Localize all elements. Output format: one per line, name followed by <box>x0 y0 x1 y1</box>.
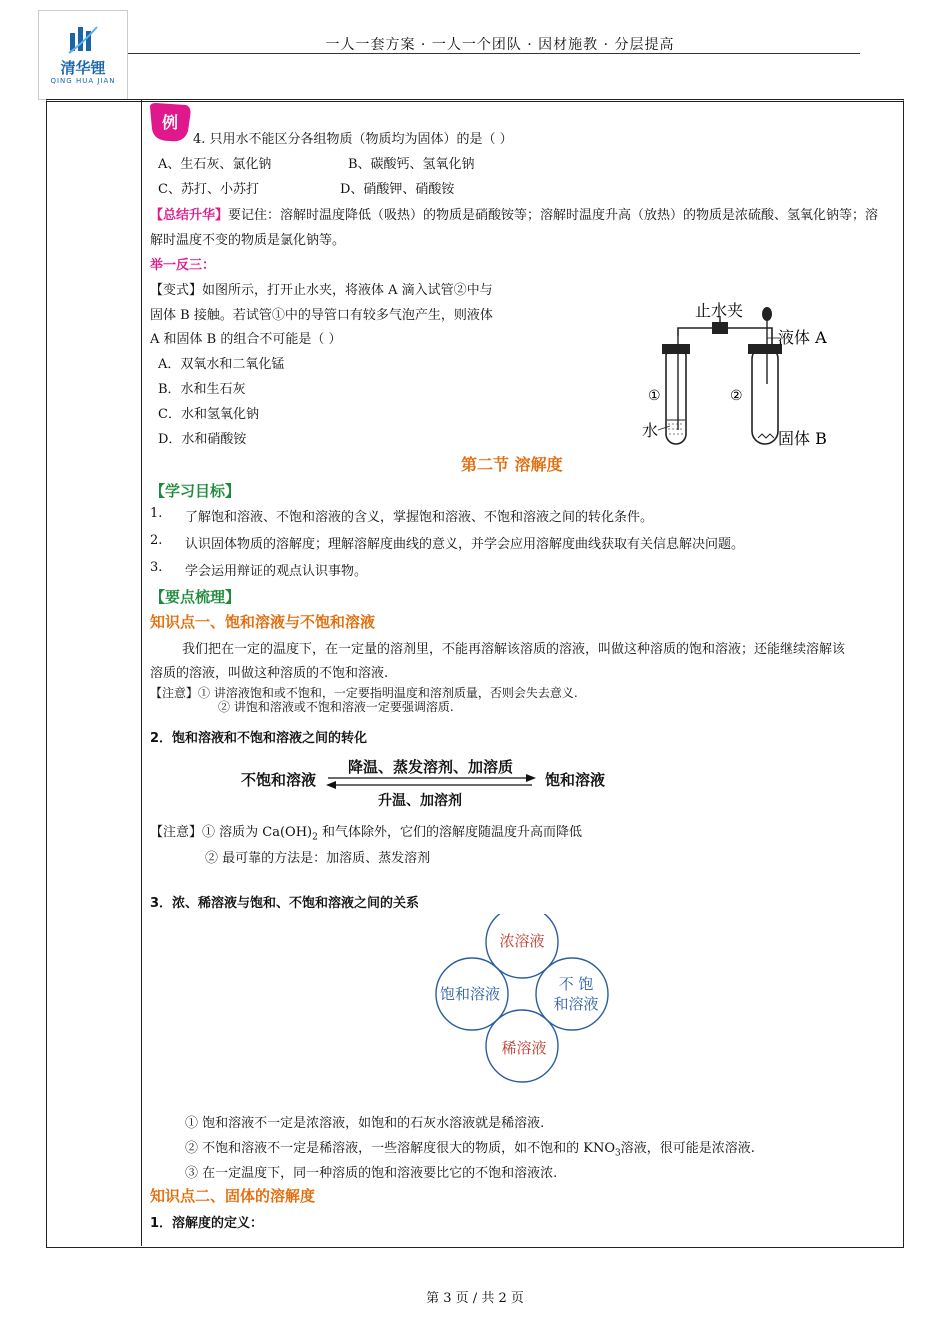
logo <box>38 10 128 100</box>
variant-line-1: 【变式】如图所示，打开止水夹，将液体 A 滴入试管②中与 <box>150 283 493 298</box>
kp1-definition-1: 我们把在一定的温度下，在一定量的溶剂里，不能再溶解该溶质的溶液，叫做这种溶质的饱和溶液；还能继续溶解该 <box>182 642 846 657</box>
relation-point-3: ③ 在一定温度下，同一种溶质的饱和溶液要比它的不饱和溶液浓. <box>185 1166 558 1181</box>
goal-1-text: 了解饱和溶液、不饱和溶液的含义，掌握饱和溶液、不饱和溶液之间的转化条件。 <box>185 510 654 525</box>
example-badge-label: 例 <box>161 113 179 132</box>
variant-option-b: B．水和生石灰 <box>158 382 246 397</box>
q4-option-a: A、生石灰、氯化钠 <box>158 157 272 172</box>
logo-subtext: QING HUA JIAN <box>50 77 116 85</box>
label-tube-1: ① <box>648 388 661 404</box>
conversion-unsaturated: 不饱和溶液 <box>241 771 317 789</box>
stopper-2 <box>748 344 782 354</box>
conversion-forward-condition: 降温、蒸发溶剂、加溶质 <box>348 758 514 776</box>
label-water: 水 <box>642 421 659 440</box>
q4-option-b: B、碳酸钙、氢氧化钠 <box>348 157 475 172</box>
relation-heading: 3．浓、稀溶液与饱和、不饱和溶液之间的关系 <box>150 896 420 911</box>
venn-label-unsaturated-1: 不 饱 <box>558 975 594 993</box>
q4-option-c: C、苏打、小苏打 <box>158 182 259 197</box>
header-motto: 一人一套方案 · 一人一个团队 · 因材施教 · 分层提高 <box>325 37 675 53</box>
stopper-1 <box>662 344 690 354</box>
kp1-heading: 知识点一、饱和溶液与不饱和溶液 <box>150 613 376 631</box>
venn-label-dilute: 稀溶液 <box>501 1039 547 1057</box>
relation-point-1: ① 饱和溶液不一定是浓溶液，如饱和的石灰水溶液就是稀溶液. <box>185 1116 545 1131</box>
goal-2-number: 2. <box>150 533 163 548</box>
variant-line-2: 固体 B 接触。若试管①中的导管口有较多气泡产生，则液体 <box>150 308 493 323</box>
conversion-backward-condition: 升温、加溶剂 <box>378 793 462 809</box>
venn-label-saturated: 饱和溶液 <box>439 985 501 1003</box>
goal-2-text: 认识固体物质的溶解度；理解溶解度曲线的意义，并学会应用溶解度曲线获取有关信息解决问题。 <box>185 537 745 552</box>
venn-label-concentrated: 浓溶液 <box>499 932 545 950</box>
summary-tag: 【总结升华】 <box>150 208 229 223</box>
example-badge-icon <box>146 101 194 145</box>
section-title: 第二节 溶解度 <box>461 455 563 474</box>
relation-diagram <box>430 914 612 1084</box>
key-points-heading: 【要点梳理】 <box>150 588 241 606</box>
summary-line-2: 解时温度不变的物质是氯化钠等。 <box>150 233 346 248</box>
variant-option-c: C．水和氢氧化钠 <box>158 407 259 422</box>
kp1-note-2: ② 讲饱和溶液或不饱和溶液一定要强调溶质. <box>218 700 454 714</box>
q4-stem: 4. 只用水不能区分各组物质（物质均为固体）的是（ ） <box>193 132 513 147</box>
relation-point-2: ② 不饱和溶液不一定是稀溶液，一些溶解度很大的物质，如不饱和的 $KNO_3$溶液，很可能是浓溶液. <box>185 1141 755 1159</box>
conversion-arrows-icon <box>326 774 536 790</box>
q4-option-d: D、硝酸钾、硝酸铵 <box>340 182 455 197</box>
conversion-note-2: ② 最可靠的方法是：加溶质、蒸发溶剂 <box>205 851 431 866</box>
kp1-definition-2: 溶质的溶液，叫做这种溶质的不饱和溶液. <box>150 666 389 681</box>
conversion-note-1: 【注意】① 溶质为 $Ca(OH)_2$ 和气体除外，它们的溶解度随温度升高而降低 <box>150 825 582 843</box>
goals-heading: 【学习目标】 <box>150 482 241 500</box>
clamp-icon <box>712 322 728 334</box>
logo-mark-icon <box>67 23 99 55</box>
goal-3-number: 3. <box>150 560 163 575</box>
variant-heading: 举一反三： <box>150 258 216 273</box>
conversion-heading: 2．饱和溶液和不饱和溶液之间的转化 <box>150 731 368 746</box>
label-solid-b: 固体 B <box>778 429 827 448</box>
label-clamp: 止水夹 <box>695 301 744 320</box>
summary-line-1 <box>150 204 878 223</box>
venn-label-unsaturated-2: 和溶液 <box>553 995 599 1013</box>
test-tube-2 <box>752 346 778 444</box>
header-rule <box>128 53 860 54</box>
kp2-subheading: 1．溶解度的定义： <box>150 1216 264 1231</box>
variant-option-a: A．双氧水和二氧化锰 <box>158 357 285 372</box>
kp1-note-1: 【注意】① 讲溶液饱和或不饱和，一定要指明温度和溶剂质量，否则会失去意义. <box>150 686 578 700</box>
label-liquid-a: 液体 A <box>778 328 827 347</box>
goal-3-text: 学会运用辩证的观点认识事物。 <box>185 564 368 579</box>
summary-text-1: 要记住：溶解时温度降低（吸热）的物质是硝酸铵等；溶解时温度升高（放热）的物质是浓硫酸、氢氧化钠等；溶 <box>228 208 879 223</box>
variant-line-3: A 和固体 B 的组合不可能是（ ） <box>150 332 342 347</box>
variant-option-d: D．水和硝酸铵 <box>158 432 247 447</box>
logo-text: 清华锂 <box>60 59 106 77</box>
column-divider <box>141 99 142 1246</box>
apparatus-diagram <box>640 298 840 454</box>
conversion-saturated: 饱和溶液 <box>545 771 606 789</box>
goal-1-number: 1. <box>150 506 163 521</box>
page-footer: 第 3 页 / 共 2 页 <box>426 1291 524 1306</box>
label-tube-2: ② <box>730 388 743 404</box>
kp2-heading: 知识点二、固体的溶解度 <box>150 1187 316 1205</box>
